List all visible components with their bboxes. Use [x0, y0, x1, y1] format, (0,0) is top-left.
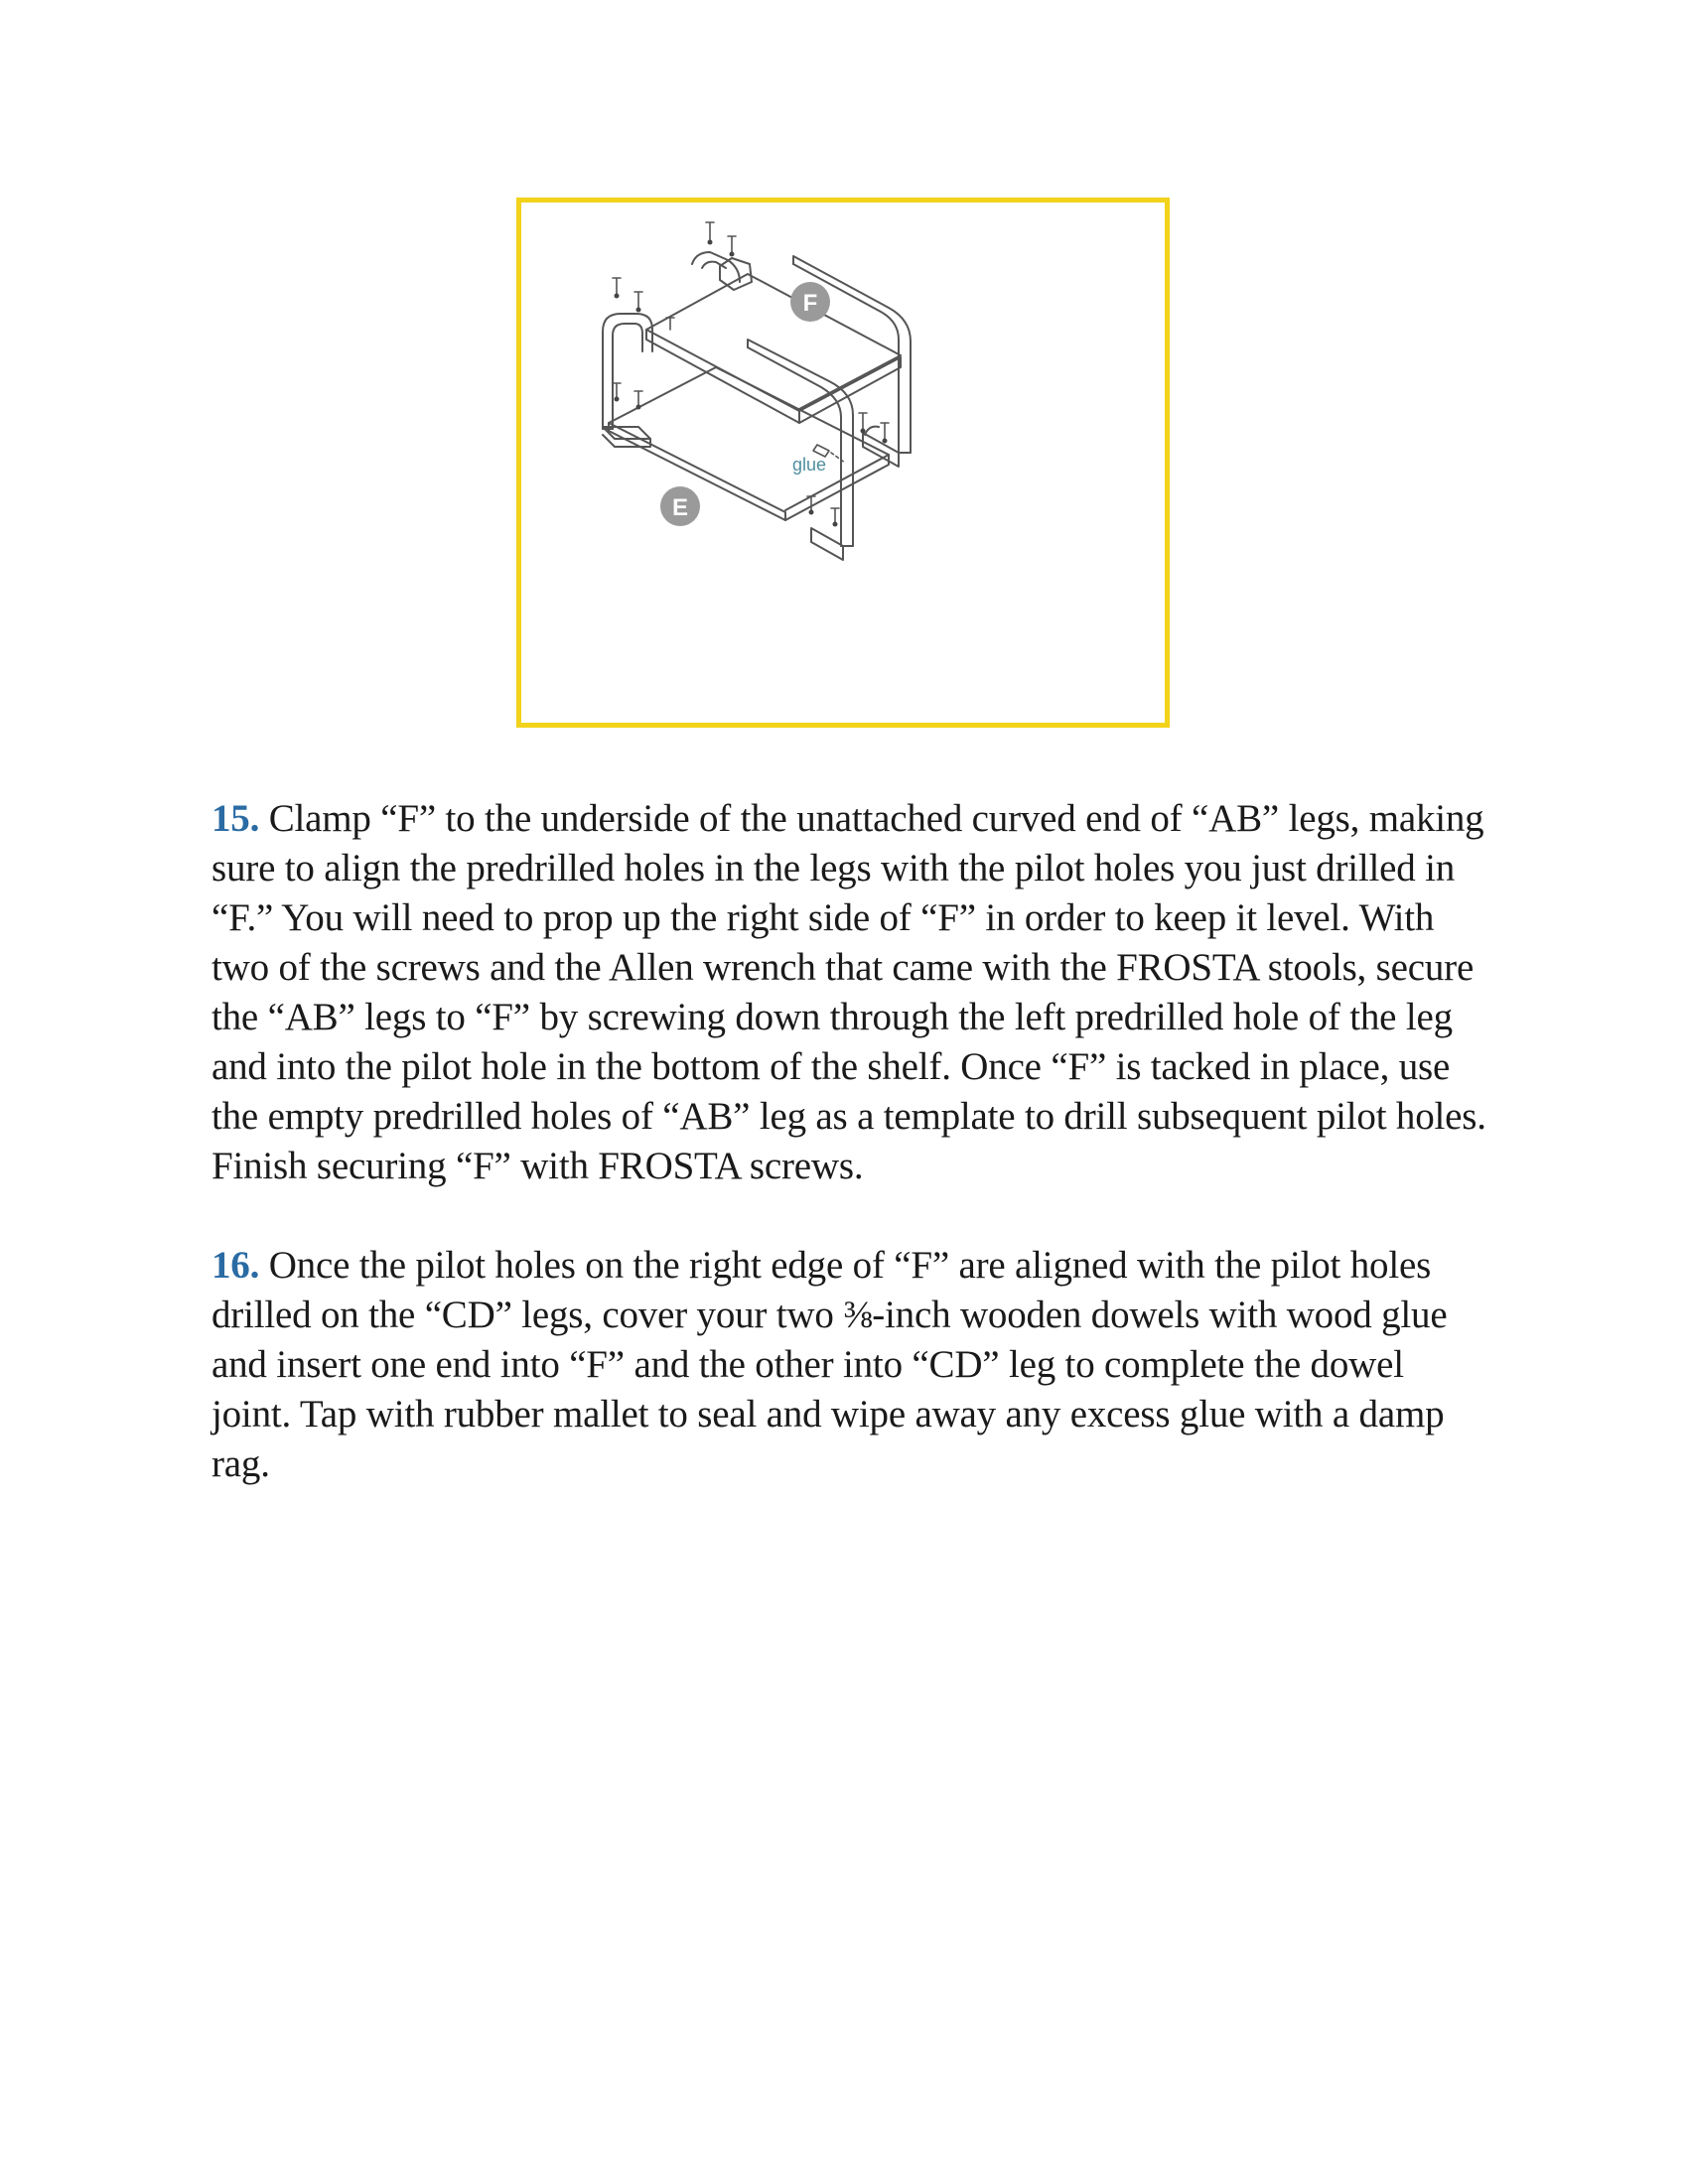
shelf-f — [646, 274, 901, 423]
instruction-steps — [211, 794, 1492, 1539]
step-16 — [211, 1241, 1492, 1489]
step-text: Clamp “F” to the underside of the unattached curved end of “AB” legs, making sure to align the predrilled holes in the legs with the pilot holes you just drilled in “F.” You will need to prop up the right side of “F” in order to keep it level. With two of the screws and the Allen wrench that came with the FROSTA stools, secure the “AB” legs to “F” by screwing down through the left predrilled hole of the leg and into the pilot hole in the bottom of the shelf. Once “F” is tacked in place, use the empty predrilled holes of “AB” leg as a template to drill subsequent pilot holes. Finish securing “F” with FROSTA screws. — [211, 797, 1486, 1187]
part-e-badge — [660, 486, 700, 526]
step-number: 15. — [211, 797, 260, 840]
shelf-e — [609, 367, 889, 520]
leg-ab-frame — [603, 314, 652, 447]
glue-label: glue — [791, 455, 827, 475]
step-text: Once the pilot holes on the right edge of “F” are aligned with the pilot holes drilled on the “CD” legs, cover your two ⅜-inch wooden dowels with wood glue and insert one end into “F” and the other into “CD” leg to complete the dowel joint. Tap with rubber mallet to seal and wipe away any excess glue with a damp rag. — [211, 1244, 1448, 1485]
part-f-badge — [790, 282, 830, 322]
part-e-label: E — [671, 494, 689, 521]
step-15 — [211, 794, 1492, 1191]
leg-ab-back — [692, 252, 752, 290]
assembly-diagram — [516, 198, 1170, 728]
step-number: 16. — [211, 1244, 260, 1287]
shelf-assembly-illustration — [521, 203, 1165, 723]
part-f-label: F — [802, 290, 818, 317]
